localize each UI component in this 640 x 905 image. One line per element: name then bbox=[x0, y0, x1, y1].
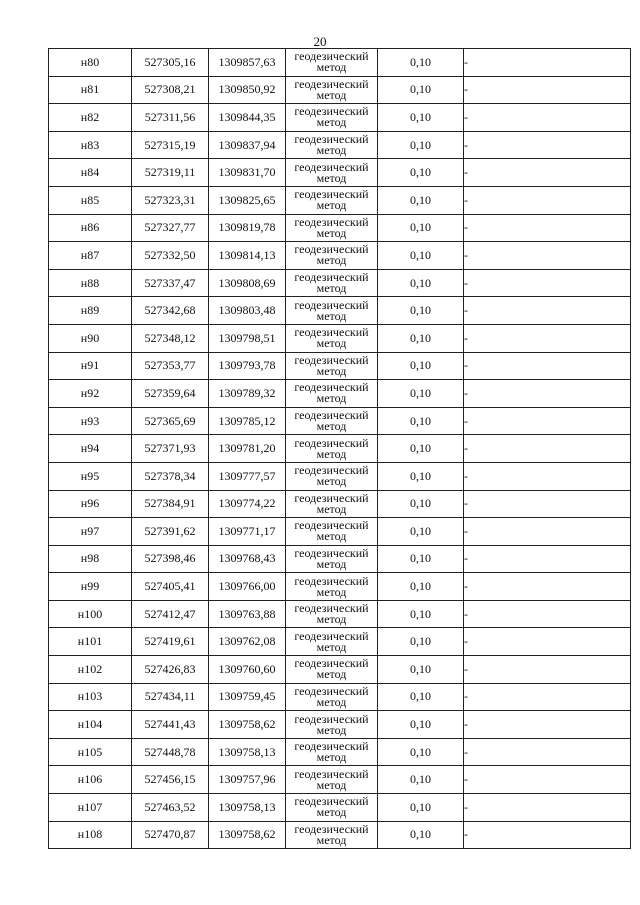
table-row bbox=[49, 131, 631, 159]
y-coordinate-cell: 1309844,35 bbox=[209, 104, 286, 132]
method-line-2: метод bbox=[316, 363, 347, 378]
x-coordinate-cell: 527391,62 bbox=[132, 518, 209, 546]
point-name-cell: н82 bbox=[49, 104, 132, 132]
accuracy-cell: 0,10 bbox=[378, 656, 464, 684]
method-line-1: геодезический bbox=[294, 573, 369, 588]
note-cell: - bbox=[464, 159, 631, 187]
method-line-1: геодезический bbox=[294, 656, 369, 671]
point-name-cell: н96 bbox=[49, 490, 132, 518]
coordinates-table-body bbox=[49, 49, 631, 849]
x-coordinate-cell: 527456,15 bbox=[132, 766, 209, 794]
x-coordinate-cell: 527470,87 bbox=[132, 821, 209, 849]
table-row bbox=[49, 324, 631, 352]
y-coordinate-cell: 1309814,13 bbox=[209, 242, 286, 270]
y-coordinate-cell: 1309785,12 bbox=[209, 407, 286, 435]
table-row bbox=[49, 49, 631, 77]
y-coordinate-cell: 1309857,63 bbox=[209, 49, 286, 77]
method-line-2: метод bbox=[316, 170, 347, 185]
method-line-2: метод bbox=[316, 474, 347, 489]
point-name-cell: н94 bbox=[49, 435, 132, 463]
x-coordinate-cell: 527308,21 bbox=[132, 76, 209, 104]
table-row bbox=[49, 656, 631, 684]
table-row bbox=[49, 76, 631, 104]
method-cell bbox=[286, 186, 378, 214]
note-cell: - bbox=[464, 545, 631, 573]
x-coordinate-cell: 527332,50 bbox=[132, 242, 209, 270]
accuracy-cell: 0,10 bbox=[378, 380, 464, 408]
method-cell bbox=[286, 352, 378, 380]
note-cell: - bbox=[464, 600, 631, 628]
table-row bbox=[49, 269, 631, 297]
table-row bbox=[49, 104, 631, 132]
method-line-2: метод bbox=[316, 87, 347, 102]
point-name-cell: н97 bbox=[49, 518, 132, 546]
note-cell: - bbox=[464, 186, 631, 214]
method-cell bbox=[286, 462, 378, 490]
method-line-1: геодезический bbox=[294, 435, 369, 450]
method-cell bbox=[286, 159, 378, 187]
table-row bbox=[49, 600, 631, 628]
method-line-2: метод bbox=[316, 777, 347, 792]
x-coordinate-cell: 527348,12 bbox=[132, 324, 209, 352]
method-line-1: геодезический bbox=[294, 242, 369, 257]
accuracy-cell: 0,10 bbox=[378, 324, 464, 352]
method-cell bbox=[286, 766, 378, 794]
y-coordinate-cell: 1309831,70 bbox=[209, 159, 286, 187]
x-coordinate-cell: 527448,78 bbox=[132, 738, 209, 766]
method-line-2: метод bbox=[316, 419, 347, 434]
point-name-cell: н85 bbox=[49, 186, 132, 214]
accuracy-cell: 0,10 bbox=[378, 628, 464, 656]
table-row bbox=[49, 380, 631, 408]
method-line-2: метод bbox=[316, 446, 347, 461]
accuracy-cell: 0,10 bbox=[378, 297, 464, 325]
method-line-1: геодезический bbox=[294, 132, 369, 147]
y-coordinate-cell: 1309850,92 bbox=[209, 76, 286, 104]
y-coordinate-cell: 1309760,60 bbox=[209, 656, 286, 684]
note-cell: - bbox=[464, 490, 631, 518]
note-cell: - bbox=[464, 407, 631, 435]
method-line-2: метод bbox=[316, 281, 347, 296]
method-cell bbox=[286, 738, 378, 766]
method-line-1: геодезический bbox=[294, 601, 369, 616]
y-coordinate-cell: 1309793,78 bbox=[209, 352, 286, 380]
method-cell bbox=[286, 242, 378, 270]
table-row bbox=[49, 766, 631, 794]
method-line-1: геодезический bbox=[294, 297, 369, 312]
point-name-cell: н86 bbox=[49, 214, 132, 242]
method-line-2: метод bbox=[316, 391, 347, 406]
accuracy-cell: 0,10 bbox=[378, 76, 464, 104]
y-coordinate-cell: 1309762,08 bbox=[209, 628, 286, 656]
method-cell bbox=[286, 380, 378, 408]
point-name-cell: н91 bbox=[49, 352, 132, 380]
y-coordinate-cell: 1309759,45 bbox=[209, 683, 286, 711]
note-cell: - bbox=[464, 380, 631, 408]
note-cell: - bbox=[464, 711, 631, 739]
note-cell: - bbox=[464, 462, 631, 490]
y-coordinate-cell: 1309758,13 bbox=[209, 794, 286, 822]
x-coordinate-cell: 527342,68 bbox=[132, 297, 209, 325]
y-coordinate-cell: 1309766,00 bbox=[209, 573, 286, 601]
method-line-1: геодезический bbox=[294, 76, 369, 91]
accuracy-cell: 0,10 bbox=[378, 738, 464, 766]
point-name-cell: н105 bbox=[49, 738, 132, 766]
y-coordinate-cell: 1309819,78 bbox=[209, 214, 286, 242]
method-cell bbox=[286, 131, 378, 159]
method-cell bbox=[286, 297, 378, 325]
table-row bbox=[49, 490, 631, 518]
point-name-cell: н102 bbox=[49, 656, 132, 684]
y-coordinate-cell: 1309789,32 bbox=[209, 380, 286, 408]
method-line-1: геодезический bbox=[294, 49, 369, 64]
accuracy-cell: 0,10 bbox=[378, 131, 464, 159]
x-coordinate-cell: 527365,69 bbox=[132, 407, 209, 435]
method-line-1: геодезический bbox=[294, 463, 369, 478]
point-name-cell: н108 bbox=[49, 821, 132, 849]
method-line-2: метод bbox=[316, 225, 347, 240]
accuracy-cell: 0,10 bbox=[378, 600, 464, 628]
note-cell: - bbox=[464, 821, 631, 849]
method-cell bbox=[286, 600, 378, 628]
table-row bbox=[49, 628, 631, 656]
table-row bbox=[49, 186, 631, 214]
method-line-1: геодезический bbox=[294, 352, 369, 367]
method-line-1: геодезический bbox=[294, 628, 369, 643]
method-line-1: геодезический bbox=[294, 380, 369, 395]
point-name-cell: н81 bbox=[49, 76, 132, 104]
note-cell: - bbox=[464, 131, 631, 159]
note-cell: - bbox=[464, 214, 631, 242]
table-row bbox=[49, 794, 631, 822]
table-row bbox=[49, 738, 631, 766]
method-cell bbox=[286, 794, 378, 822]
accuracy-cell: 0,10 bbox=[378, 242, 464, 270]
method-line-2: метод bbox=[316, 612, 347, 627]
note-cell: - bbox=[464, 297, 631, 325]
accuracy-cell: 0,10 bbox=[378, 186, 464, 214]
method-line-2: метод bbox=[316, 529, 347, 544]
method-cell bbox=[286, 656, 378, 684]
method-cell bbox=[286, 435, 378, 463]
y-coordinate-cell: 1309758,62 bbox=[209, 711, 286, 739]
method-line-1: геодезический bbox=[294, 518, 369, 533]
note-cell: - bbox=[464, 76, 631, 104]
method-line-2: метод bbox=[316, 501, 347, 516]
x-coordinate-cell: 527359,64 bbox=[132, 380, 209, 408]
method-line-2: метод bbox=[316, 60, 347, 75]
method-cell bbox=[286, 711, 378, 739]
point-name-cell: н98 bbox=[49, 545, 132, 573]
note-cell: - bbox=[464, 656, 631, 684]
y-coordinate-cell: 1309763,88 bbox=[209, 600, 286, 628]
note-cell: - bbox=[464, 104, 631, 132]
y-coordinate-cell: 1309837,94 bbox=[209, 131, 286, 159]
method-line-2: метод bbox=[316, 253, 347, 268]
method-line-1: геодезический bbox=[294, 104, 369, 119]
note-cell: - bbox=[464, 628, 631, 656]
method-cell bbox=[286, 628, 378, 656]
coordinates-table bbox=[48, 48, 631, 849]
point-name-cell: н90 bbox=[49, 324, 132, 352]
method-line-2: метод bbox=[316, 694, 347, 709]
x-coordinate-cell: 527419,61 bbox=[132, 628, 209, 656]
method-cell bbox=[286, 683, 378, 711]
method-line-2: метод bbox=[316, 722, 347, 737]
accuracy-cell: 0,10 bbox=[378, 766, 464, 794]
accuracy-cell: 0,10 bbox=[378, 518, 464, 546]
note-cell: - bbox=[464, 573, 631, 601]
method-cell bbox=[286, 490, 378, 518]
x-coordinate-cell: 527319,11 bbox=[132, 159, 209, 187]
x-coordinate-cell: 527378,34 bbox=[132, 462, 209, 490]
x-coordinate-cell: 527426,83 bbox=[132, 656, 209, 684]
table-row bbox=[49, 518, 631, 546]
point-name-cell: н107 bbox=[49, 794, 132, 822]
y-coordinate-cell: 1309825,65 bbox=[209, 186, 286, 214]
method-line-2: метод bbox=[316, 667, 347, 682]
y-coordinate-cell: 1309803,48 bbox=[209, 297, 286, 325]
accuracy-cell: 0,10 bbox=[378, 794, 464, 822]
x-coordinate-cell: 527327,77 bbox=[132, 214, 209, 242]
accuracy-cell: 0,10 bbox=[378, 573, 464, 601]
method-line-1: геодезический bbox=[294, 187, 369, 202]
x-coordinate-cell: 527412,47 bbox=[132, 600, 209, 628]
point-name-cell: н99 bbox=[49, 573, 132, 601]
table-row bbox=[49, 352, 631, 380]
accuracy-cell: 0,10 bbox=[378, 462, 464, 490]
method-cell bbox=[286, 821, 378, 849]
accuracy-cell: 0,10 bbox=[378, 683, 464, 711]
method-cell bbox=[286, 76, 378, 104]
table-row bbox=[49, 297, 631, 325]
accuracy-cell: 0,10 bbox=[378, 407, 464, 435]
method-line-2: метод bbox=[316, 805, 347, 820]
accuracy-cell: 0,10 bbox=[378, 435, 464, 463]
point-name-cell: н83 bbox=[49, 131, 132, 159]
method-cell bbox=[286, 545, 378, 573]
table-row bbox=[49, 435, 631, 463]
point-name-cell: н88 bbox=[49, 269, 132, 297]
method-line-1: геодезический bbox=[294, 408, 369, 423]
accuracy-cell: 0,10 bbox=[378, 104, 464, 132]
table-row bbox=[49, 462, 631, 490]
method-line-2: метод bbox=[316, 308, 347, 323]
point-name-cell: н93 bbox=[49, 407, 132, 435]
table-row bbox=[49, 711, 631, 739]
y-coordinate-cell: 1309774,22 bbox=[209, 490, 286, 518]
y-coordinate-cell: 1309758,62 bbox=[209, 821, 286, 849]
point-name-cell: н95 bbox=[49, 462, 132, 490]
note-cell: - bbox=[464, 794, 631, 822]
table-row bbox=[49, 407, 631, 435]
point-name-cell: н100 bbox=[49, 600, 132, 628]
x-coordinate-cell: 527398,46 bbox=[132, 545, 209, 573]
point-name-cell: н80 bbox=[49, 49, 132, 77]
table-row bbox=[49, 214, 631, 242]
point-name-cell: н92 bbox=[49, 380, 132, 408]
method-cell bbox=[286, 214, 378, 242]
note-cell: - bbox=[464, 352, 631, 380]
method-line-1: геодезический bbox=[294, 766, 369, 781]
method-cell bbox=[286, 269, 378, 297]
method-line-2: метод bbox=[316, 115, 347, 130]
table-row bbox=[49, 159, 631, 187]
table-row bbox=[49, 821, 631, 849]
method-line-1: геодезический bbox=[294, 794, 369, 809]
x-coordinate-cell: 527315,19 bbox=[132, 131, 209, 159]
point-name-cell: н87 bbox=[49, 242, 132, 270]
accuracy-cell: 0,10 bbox=[378, 159, 464, 187]
method-line-2: метод bbox=[316, 639, 347, 654]
note-cell: - bbox=[464, 738, 631, 766]
table-row bbox=[49, 573, 631, 601]
method-line-2: метод bbox=[316, 832, 347, 847]
x-coordinate-cell: 527323,31 bbox=[132, 186, 209, 214]
method-line-1: геодезический bbox=[294, 214, 369, 229]
method-cell bbox=[286, 324, 378, 352]
accuracy-cell: 0,10 bbox=[378, 821, 464, 849]
method-line-1: геодезический bbox=[294, 490, 369, 505]
method-cell bbox=[286, 49, 378, 77]
note-cell: - bbox=[464, 269, 631, 297]
method-line-1: геодезический bbox=[294, 739, 369, 754]
method-line-1: геодезический bbox=[294, 325, 369, 340]
note-cell: - bbox=[464, 683, 631, 711]
note-cell: - bbox=[464, 766, 631, 794]
accuracy-cell: 0,10 bbox=[378, 214, 464, 242]
method-line-1: геодезический bbox=[294, 159, 369, 174]
x-coordinate-cell: 527305,16 bbox=[132, 49, 209, 77]
x-coordinate-cell: 527441,43 bbox=[132, 711, 209, 739]
method-line-2: метод bbox=[316, 556, 347, 571]
x-coordinate-cell: 527353,77 bbox=[132, 352, 209, 380]
point-name-cell: н106 bbox=[49, 766, 132, 794]
table-row bbox=[49, 683, 631, 711]
method-line-2: метод bbox=[316, 584, 347, 599]
x-coordinate-cell: 527434,11 bbox=[132, 683, 209, 711]
method-line-2: метод bbox=[316, 198, 347, 213]
y-coordinate-cell: 1309757,96 bbox=[209, 766, 286, 794]
accuracy-cell: 0,10 bbox=[378, 352, 464, 380]
point-name-cell: н84 bbox=[49, 159, 132, 187]
method-line-1: геодезический bbox=[294, 821, 369, 836]
x-coordinate-cell: 527311,56 bbox=[132, 104, 209, 132]
method-line-1: геодезический bbox=[294, 545, 369, 560]
y-coordinate-cell: 1309808,69 bbox=[209, 269, 286, 297]
page-number: 20 bbox=[313, 34, 327, 49]
y-coordinate-cell: 1309771,17 bbox=[209, 518, 286, 546]
accuracy-cell: 0,10 bbox=[378, 490, 464, 518]
accuracy-cell: 0,10 bbox=[378, 269, 464, 297]
method-line-2: метод bbox=[316, 143, 347, 158]
method-cell bbox=[286, 573, 378, 601]
point-name-cell: н104 bbox=[49, 711, 132, 739]
point-name-cell: н89 bbox=[49, 297, 132, 325]
note-cell: - bbox=[464, 49, 631, 77]
x-coordinate-cell: 527337,47 bbox=[132, 269, 209, 297]
method-line-2: метод bbox=[316, 336, 347, 351]
method-line-2: метод bbox=[316, 750, 347, 765]
x-coordinate-cell: 527405,41 bbox=[132, 573, 209, 601]
accuracy-cell: 0,10 bbox=[378, 711, 464, 739]
method-cell bbox=[286, 104, 378, 132]
note-cell: - bbox=[464, 324, 631, 352]
method-line-1: геодезический bbox=[294, 270, 369, 285]
note-cell: - bbox=[464, 435, 631, 463]
table-row bbox=[49, 242, 631, 270]
y-coordinate-cell: 1309777,57 bbox=[209, 462, 286, 490]
method-cell bbox=[286, 518, 378, 546]
accuracy-cell: 0,10 bbox=[378, 545, 464, 573]
note-cell: - bbox=[464, 518, 631, 546]
x-coordinate-cell: 527463,52 bbox=[132, 794, 209, 822]
method-line-1: геодезический bbox=[294, 711, 369, 726]
y-coordinate-cell: 1309768,43 bbox=[209, 545, 286, 573]
table-row bbox=[49, 545, 631, 573]
x-coordinate-cell: 527371,93 bbox=[132, 435, 209, 463]
y-coordinate-cell: 1309798,51 bbox=[209, 324, 286, 352]
note-cell: - bbox=[464, 242, 631, 270]
accuracy-cell: 0,10 bbox=[378, 49, 464, 77]
y-coordinate-cell: 1309781,20 bbox=[209, 435, 286, 463]
point-name-cell: н103 bbox=[49, 683, 132, 711]
method-line-1: геодезический bbox=[294, 683, 369, 698]
y-coordinate-cell: 1309758,13 bbox=[209, 738, 286, 766]
x-coordinate-cell: 527384,91 bbox=[132, 490, 209, 518]
point-name-cell: н101 bbox=[49, 628, 132, 656]
method-cell bbox=[286, 407, 378, 435]
